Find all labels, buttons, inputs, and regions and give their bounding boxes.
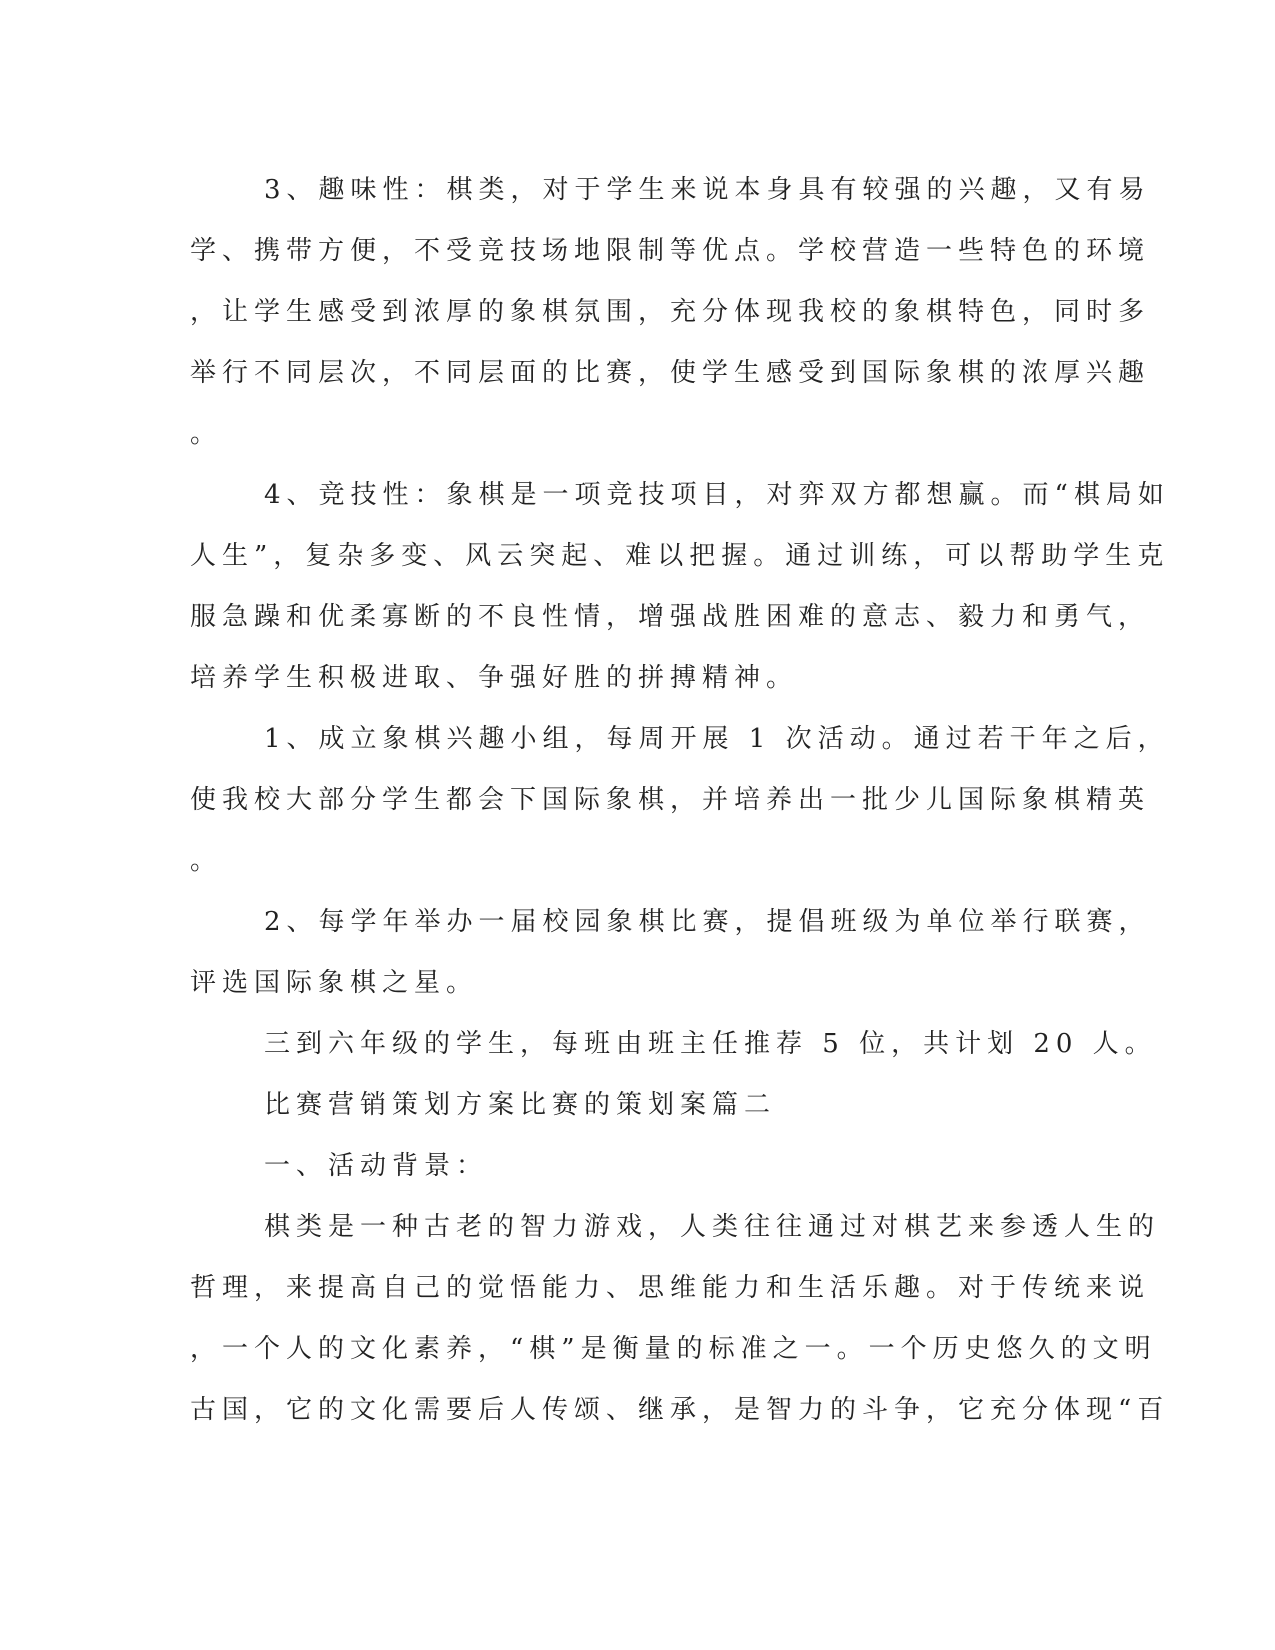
paragraph-line: 人生”，复杂多变、风云突起、难以把握。通过训练，可以帮助学生克 bbox=[190, 541, 1170, 571]
paragraph-line: 学、携带方便，不受竞技场地限制等优点。学校营造一些特色的环境 bbox=[190, 236, 1151, 266]
document-body bbox=[190, 160, 1170, 1441]
paragraph-line: ，让学生感受到浓厚的象棋氛围，充分体现我校的象棋特色，同时多 bbox=[190, 297, 1151, 327]
paragraph-line: 培养学生积极进取、争强好胜的拼搏精神。 bbox=[190, 663, 799, 693]
paragraph-line: 。 bbox=[190, 419, 223, 449]
paragraph-line: 1、成立象棋兴趣小组，每周开展 1 次活动。通过若干年之后， bbox=[264, 724, 1170, 754]
paragraph-line: 4、竞技性：象棋是一项竞技项目，对弈双方都想赢。而“棋局如 bbox=[264, 480, 1170, 510]
paragraph-line: 。 bbox=[190, 846, 223, 876]
paragraph-line: 哲理，来提高自己的觉悟能力、思维能力和生活乐趣。对于传统来说 bbox=[190, 1273, 1151, 1303]
section-title: 比赛营销策划方案比赛的策划案篇二 bbox=[264, 1090, 777, 1120]
paragraph-line: ，一个人的文化素养，“棋”是衡量的标准之一。一个历史悠久的文明 bbox=[190, 1334, 1157, 1364]
paragraph-line: 古国，它的文化需要后人传颂、继承，是智力的斗争，它充分体现“百 bbox=[190, 1395, 1170, 1425]
paragraph-line: 服急躁和优柔寡断的不良性情，增强战胜困难的意志、毅力和勇气， bbox=[190, 602, 1151, 632]
paragraph-line: 举行不同层次，不同层面的比赛，使学生感受到国际象棋的浓厚兴趣 bbox=[190, 358, 1151, 388]
paragraph-line: 三到六年级的学生，每班由班主任推荐 5 位，共计划 20 人。 bbox=[264, 1029, 1157, 1059]
paragraph-line: 2、每学年举办一届校园象棋比赛，提倡班级为单位举行联赛， bbox=[264, 907, 1151, 937]
subsection-heading: 一、活动背景： bbox=[264, 1151, 489, 1181]
paragraph-line: 3、趣味性：棋类，对于学生来说本身具有较强的兴趣，又有易 bbox=[264, 175, 1151, 205]
paragraph-line: 棋类是一种古老的智力游戏，人类往往通过对棋艺来参透人生的 bbox=[264, 1212, 1161, 1242]
paragraph-line: 评选国际象棋之星。 bbox=[190, 968, 479, 998]
paragraph-line: 使我校大部分学生都会下国际象棋，并培养出一批少儿国际象棋精英 bbox=[190, 785, 1151, 815]
